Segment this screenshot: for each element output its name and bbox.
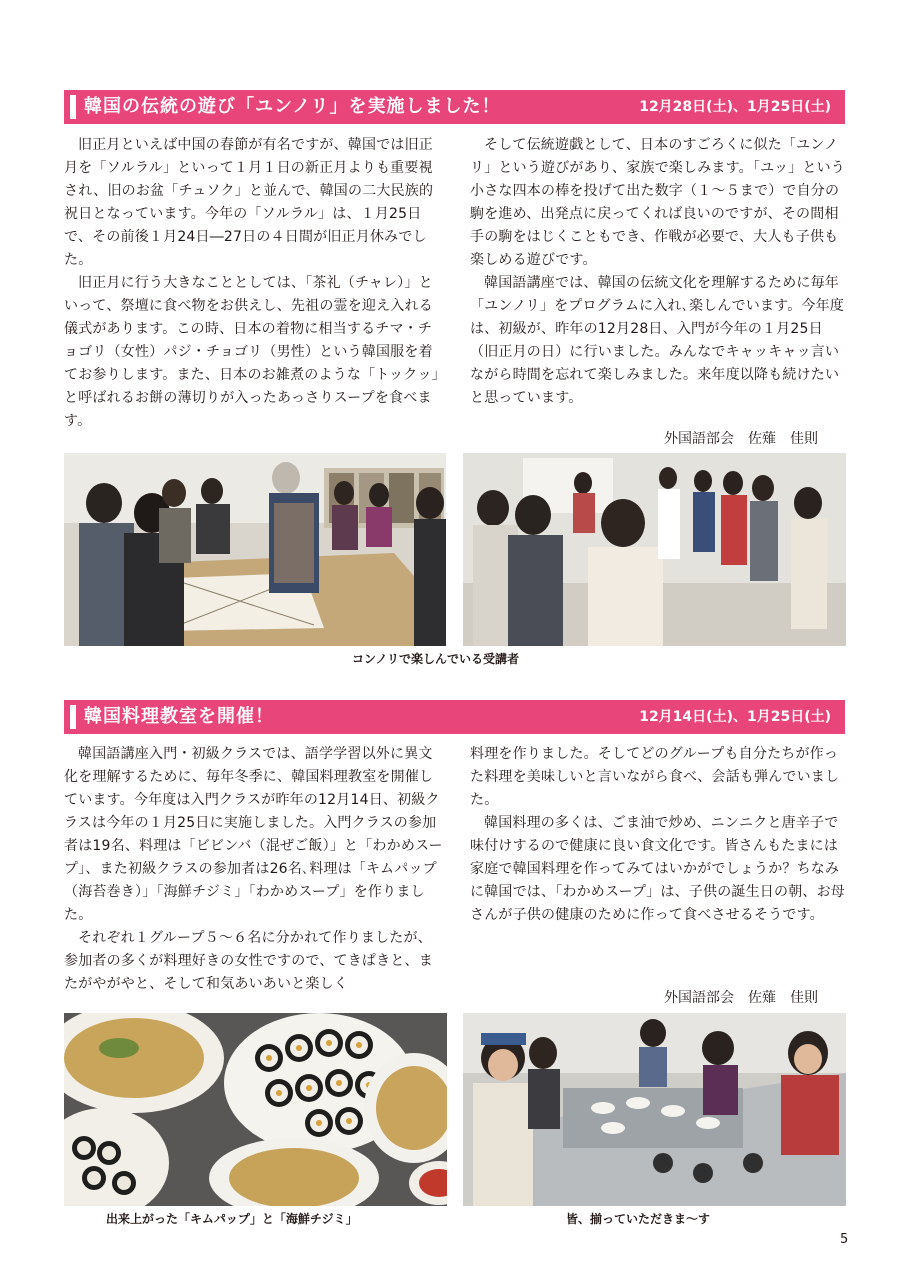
section1-title: 韓国の伝統の遊び「ユンノリ」を実施しました！ [84,96,501,117]
section1-banner [64,90,845,124]
paragraph: 韓国料理の多くは、ごま油で炒め、ニンニクと唐辛子で味付けするので健康に良い食文化です。皆さんもたまには家庭で韓国料理を作ってみてはいかがでしょうか？ちなみに韓国では、「わかめスープ」は、子供の誕生日の朝、お母さんが子供の健康のために作って食べさせるそうです。 [470,815,845,923]
section1-caption: コンノリで楽しんでいる受講者 [352,652,520,666]
photo-cooking-participants [463,1013,846,1206]
paragraph: 料理を作りました。そしてどのグループも自分たちが作った料理を美味しいと言いながら食べ、会話も弾んでいました。 [470,746,840,808]
paragraph: 韓国語講座では、韓国の伝統文化を理解するために毎年「ユンノリ」をプログラムに入れ､楽しんでいます。今年度は、初級が、昨年の12月28日、入門が今年の１月25日（旧正月の日）に行いました。みんなでキャッキャッ言いながら時間を忘れて楽しみました。来年度以降も続けたいと思っています。 [470,275,845,406]
section2-caption-left: 出来上がった「キムパップ」と「海鮮チジミ」 [106,1212,358,1226]
banner-bar [70,705,76,729]
page-number: 5 [840,1232,849,1247]
section1-left-column [64,134,444,433]
photo-yunnori-table [64,453,446,646]
photo-kimbap-jeon [64,1013,447,1206]
section2-banner [64,700,845,734]
section2-date: 12月14日(土)、1月25日(土) [639,709,831,725]
section2-right-column [470,743,846,927]
section2-caption-right: 皆、揃っていただきま～す [566,1212,711,1226]
section2-signature: 外国語部会 佐薙 佳則 [664,990,818,1006]
section2-title: 韓国料理教室を開催！ [84,706,274,727]
section1-date: 12月28日(土)、1月25日(土) [639,99,831,115]
section1-right-column [470,134,846,410]
section1-signature: 外国語部会 佐薙 佳則 [664,431,818,447]
paragraph: それぞれ１グループ５～６名に分かれて作りましたが、参加者の多くが料理好きの女性ですので、てきぱきと、またがやがやと、そして和気あいあいと楽しく [64,930,433,992]
paragraph: 旧正月といえば中国の春節が有名ですが、韓国では旧正月を「ソルラル」といって１月１日の新正月よりも重要視され、旧のお盆「チュソク」と並んで、韓国の二大民族的祝日となっています。今年の「ソルラル」は、１月25日で、その前後１月24日―27日の４日間が旧正月休みでした。 [64,137,434,268]
paragraph: 韓国語講座入門・初級クラスでは、語学学習以外に異文化を理解するために、毎年冬季に、韓国料理教室を開催しています。今年度は入門クラスが昨年の12月14日、初級クラスは今年の１月25日に実施しました。入門クラスの参加者は19名、料理は「ビビンバ（混ぜご飯）」と「わかめスープ」、また初級クラスの参加者は26名､料理は「キムパップ（海苔巻き）」｢海鮮チジミ｣「わかめスープ」を作りました。 [64,746,443,923]
banner-bar [70,95,76,119]
paragraph: そして伝統遊戯として、日本のすごろくに似た「ユンノリ」という遊びがあり、家族で楽しみます。「ユッ」という小さな四本の棒を投げて出た数字（１～５まで）で自分の駒を進め、出発点に戻ってくれば良いのですが、その間相手の駒をはじくこともでき、作戦が必要で、大人も子供も楽しめる遊びです。 [470,137,845,268]
paragraph: 旧正月に行う大きなこととしては、「茶礼（チャレ）」といって、祭壇に食べ物をお供えし、先祖の霊を迎え入れる儀式があります。この時、日本の着物に相当するチマ・チョゴリ（女性）パジ・チョゴリ（男性）という韓国服を着てお参りします。また、日本のお雑煮のような「トックッ」と呼ばれるお餅の薄切りが入ったあっさりスープを食べます。 [64,275,439,429]
section2-left-column [64,743,444,996]
photo-yunnori-group [463,453,846,646]
